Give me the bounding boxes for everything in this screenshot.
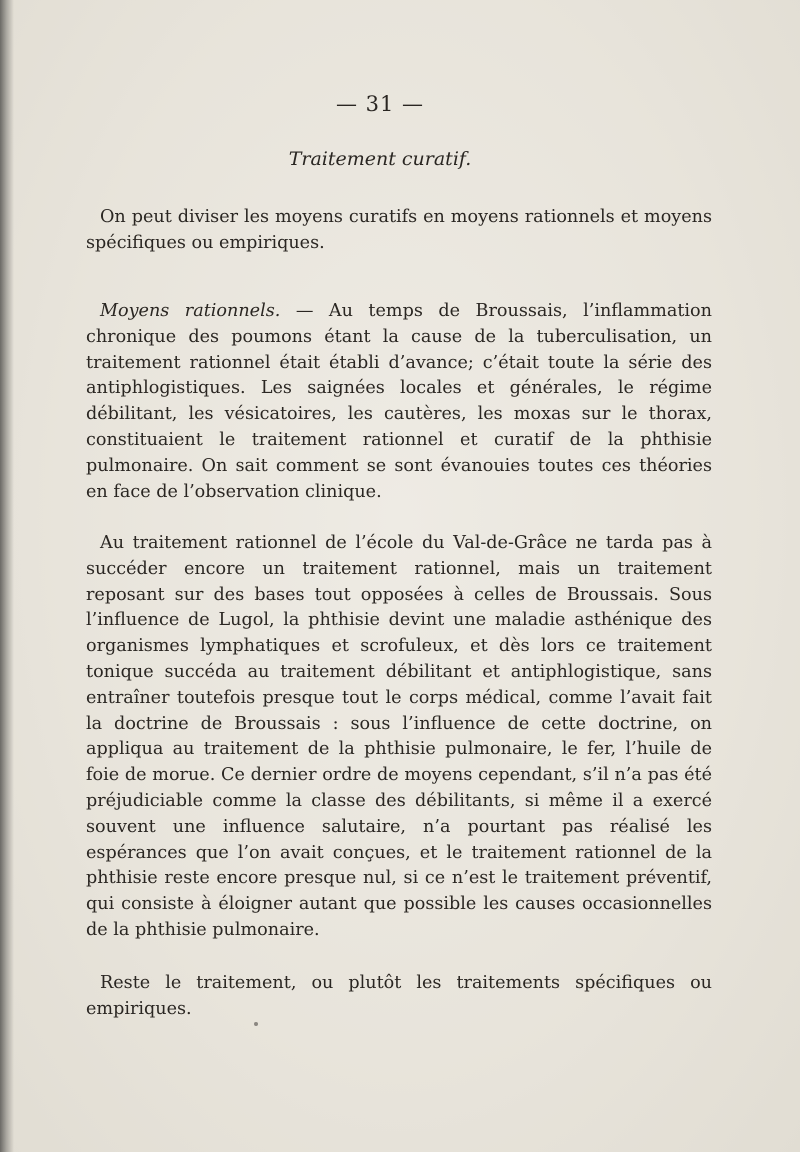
paragraph-1 xyxy=(86,205,712,257)
paragraph-3-text: Au traitement rationnel de l’école du Val-de-Grâce ne tarda pas à succéder encore un traitement rationnel, mais un traitement reposant sur des bases tout opposées à celles de Broussais. Sous l’influence de Lugol, la phthisie devint une maladie asthénique des organismes lymphatiques et scrofuleux, et dès lors ce traitement tonique succéda au traitement débilitant et antiphlogistique, sans entraîner toutefois presque tout le corps médical, comme l’avait fait la doctrine de Broussais : sous l’influence de cette doctrine, on appliqua au traitement de la phthisie pulmonaire, le fer, l’huile de foie de morue. Ce dernier ordre de moyens cependant, s’il n’a pas été préjudiciable comme la classe des débilitants, si même il a exercé souvent une influence salutaire, n’a pourtant pas réalisé les espérances que l’on avait conçues, et le traitement rationnel de la phthisie reste encore presque nul, si ce n’est le traitement préventif, qui consiste à éloigner autant que possible les causes occasionnelles de la phthisie pulmonaire. xyxy=(86,533,712,940)
section-title: Traitement curatif. xyxy=(288,148,472,170)
paragraph-2-lead: Moyens rationnels. xyxy=(100,301,281,321)
binding-shadow xyxy=(0,0,14,1152)
paragraph-1-text: On peut diviser les moyens curatifs en moyens rationnels et moyens spécifiques ou empiriques. xyxy=(86,207,712,253)
paragraph-4 xyxy=(86,971,712,1023)
paragraph-4-text: Reste le traitement, ou plutôt les traitements spécifiques ou empiriques. xyxy=(86,973,712,1019)
paragraph-2 xyxy=(86,299,712,505)
paragraph-3 xyxy=(86,531,712,944)
page-number: — 31 — xyxy=(335,92,425,116)
paragraph-2-text: — Au temps de Broussais, l’inflammation chronique des poumons étant la cause de la tuberculisation, un traitement rationnel était établi d’avance; c’était toute la série des antiphlogistiques. Les saignées locales et générales, le régime débilitant, les vésicatoires, les cautères, les moxas sur le thorax, constituaient le traitement rationnel et curatif de la phthisie pulmonaire. On sait comment se sont évanouies toutes ces théories en face de l’observation clinique. xyxy=(86,301,712,502)
ink-speck xyxy=(254,1022,258,1026)
